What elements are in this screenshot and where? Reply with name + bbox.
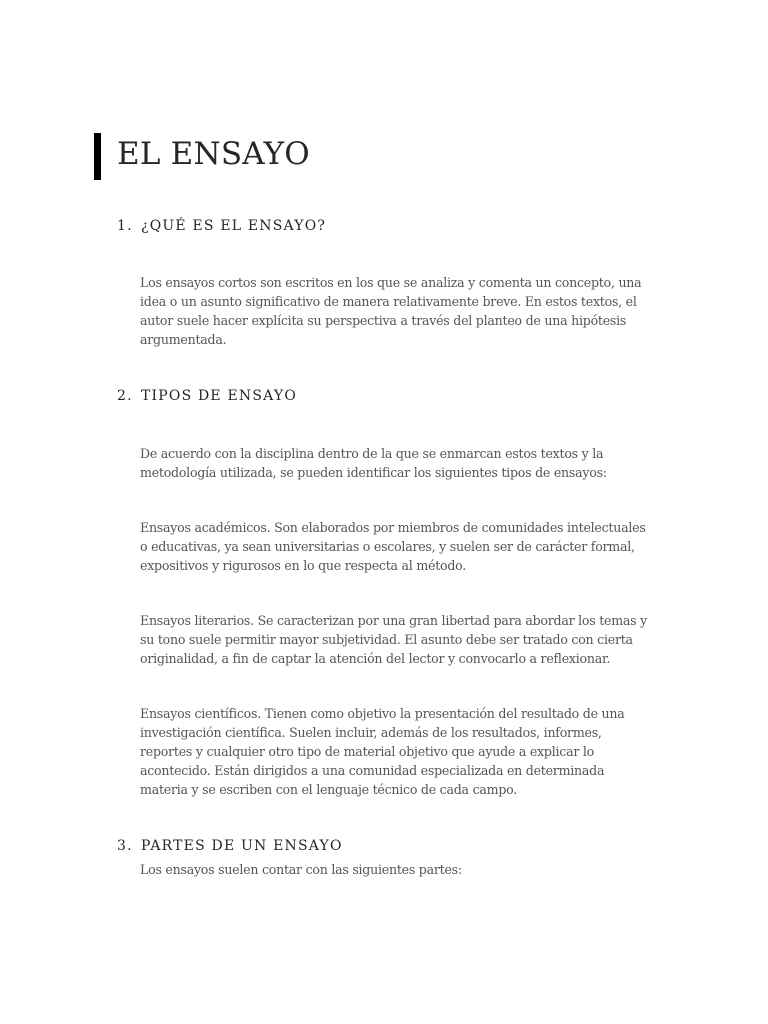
paragraph-definicion: Los ensayos cortos son escritos en los que se analiza y comenta un concepto, una idea o un asunto significativo de manera relativamente breve. En estos textos, el autor suele hacer explícita su perspectiva a través del planteo de una hipótesis argumentada.	[140, 275, 642, 347]
section-heading-text: ¿QUÉ ES EL ENSAYO?	[141, 218, 327, 234]
section-number: 1.	[117, 218, 133, 234]
section-number: 3.	[117, 838, 133, 854]
section-heading-tipos	[117, 386, 297, 406]
paragraph-ensayos-academicos: Ensayos académicos. Son elaborados por miembros de comunidades intelectuales o educativas, ya sean universitarias o escolares, y suelen ser de carácter formal, expositivos y rigurosos en lo que respecta al método.	[140, 520, 646, 573]
title-accent-bar	[94, 133, 101, 180]
section-number: 2.	[117, 388, 133, 404]
section-heading-text: TIPOS DE ENSAYO	[141, 388, 298, 404]
paragraph-ensayos-cientificos: Ensayos científicos. Tienen como objetivo la presentación del resultado de una investigación científica. Suelen incluir, además de los resultados, informes, reportes y cualquier otro tipo de material objetivo que ayude a explicar lo acontecido. Están dirigidos a una comunidad especializada en determinada materia y se escriben con el lenguaje técnico de cada campo.	[140, 706, 625, 797]
paragraph-tipos-intro: De acuerdo con la disciplina dentro de la que se enmarcan estos textos y la metodología utilizada, se pueden identificar los siguientes tipos de ensayos:	[140, 446, 607, 480]
paragraph-ensayos-literarios: Ensayos literarios. Se caracterizan por una gran libertad para abordar los temas y su tono suele permitir mayor subjetividad. El asunto debe ser tratado con cierta originalidad, a fin de captar la atención del lector y convocarlo a reflexionar.	[140, 613, 647, 666]
section-heading-text: PARTES DE UN ENSAYO	[141, 838, 343, 854]
section-heading-que-es	[117, 216, 326, 236]
paragraph-partes-intro: Los ensayos suelen contar con las siguientes partes:	[140, 862, 462, 877]
document-title: EL ENSAYO	[117, 136, 310, 172]
section-heading-partes	[117, 836, 343, 856]
